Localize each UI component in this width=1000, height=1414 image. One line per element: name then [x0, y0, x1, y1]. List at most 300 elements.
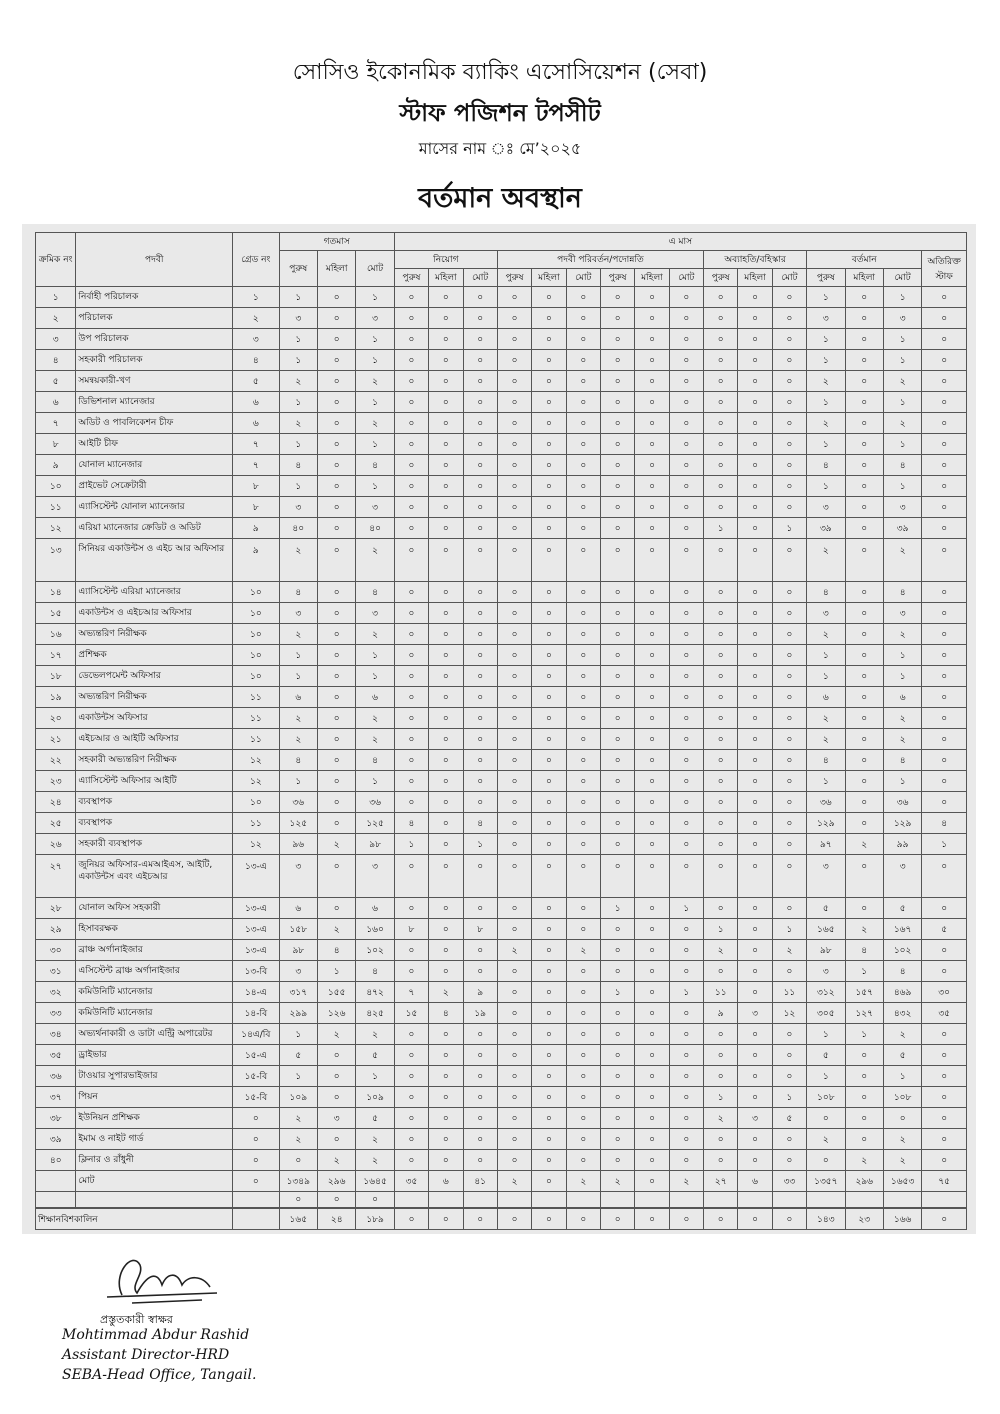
row-value: ০	[532, 666, 566, 687]
row-value: ০	[704, 582, 738, 603]
row-value: ০	[635, 961, 669, 982]
row-value: ০	[772, 1045, 806, 1066]
row-value: ০	[532, 792, 566, 813]
row-value: ০	[463, 750, 497, 771]
row-value: ০	[497, 729, 531, 750]
row-value: ১	[279, 350, 317, 371]
row-value: ০	[845, 371, 883, 392]
row-value: ০	[532, 1003, 566, 1024]
row-value: ০	[394, 308, 428, 329]
row-value: ০	[532, 1045, 566, 1066]
probation-value: ০	[429, 1209, 463, 1230]
row-value: ০	[635, 982, 669, 1003]
row-value: ০	[772, 834, 806, 855]
row-value: ০	[429, 666, 463, 687]
row-value: ০	[845, 792, 883, 813]
row-value: ০	[669, 603, 703, 624]
row-value: ০	[738, 539, 772, 582]
row-value: ০	[429, 582, 463, 603]
row-designation: একাউন্টস ও এইচআর অফিসার	[76, 603, 233, 624]
row-value: ০	[635, 329, 669, 350]
row-value: ৫	[772, 1108, 806, 1129]
row-value: ০	[704, 750, 738, 771]
row-value: ০	[845, 813, 883, 834]
row-serial: ৩৭	[36, 1087, 76, 1108]
row-value: ১	[356, 287, 394, 308]
row-value: ০	[394, 1024, 428, 1045]
row-serial: ৮	[36, 434, 76, 455]
row-value: ২	[279, 413, 317, 434]
row-value: ০	[600, 792, 634, 813]
row-value: ০	[669, 518, 703, 539]
row-value: ০	[738, 961, 772, 982]
row-value: ০	[532, 329, 566, 350]
row-designation: টাওয়ার সুপারভাইজার	[76, 1066, 233, 1087]
row-value: ০	[922, 1066, 967, 1087]
row-value: ০	[922, 729, 967, 750]
row-value: ০	[317, 434, 355, 455]
row-value: ০	[532, 898, 566, 919]
table-row	[36, 1129, 967, 1150]
row-serial: ৫	[36, 371, 76, 392]
row-value: ২	[845, 1150, 883, 1171]
row-designation: কমিউনিটি ম্যানেজার	[76, 1003, 233, 1024]
row-value: ১	[356, 771, 394, 792]
row-value: ০	[845, 603, 883, 624]
row-value: ০	[669, 708, 703, 729]
row-value: ০	[429, 708, 463, 729]
row-value: ০	[463, 476, 497, 497]
row-grade: ১২	[233, 834, 279, 855]
row-grade: ১০	[233, 603, 279, 624]
probation-value: ১৪৩	[807, 1209, 845, 1230]
row-value: ০	[497, 792, 531, 813]
row-value: ১৬৭	[883, 919, 921, 940]
row-value: ০	[669, 308, 703, 329]
signature-scribble	[92, 1245, 222, 1309]
row-value: ০	[600, 624, 634, 645]
empty-cell	[36, 1192, 76, 1208]
row-value: ০	[772, 1129, 806, 1150]
row-value: ৪৩২	[883, 1003, 921, 1024]
row-value: ০	[738, 329, 772, 350]
row-grade: ৯	[233, 518, 279, 539]
row-value: ১	[356, 434, 394, 455]
row-value: ০	[566, 497, 600, 518]
empty-cell	[738, 1192, 772, 1208]
table-row	[36, 898, 967, 919]
total-label: মোট	[76, 1171, 233, 1192]
row-value: ২	[279, 1129, 317, 1150]
probation-value: ২৩	[845, 1209, 883, 1230]
row-value: ০	[566, 687, 600, 708]
row-value: ২	[807, 413, 845, 434]
row-value: ২	[317, 919, 355, 940]
row-value: ১	[704, 1087, 738, 1108]
row-value: ০	[394, 898, 428, 919]
row-value: ০	[635, 476, 669, 497]
row-value: ০	[845, 645, 883, 666]
row-value: ০	[532, 645, 566, 666]
row-value: ০	[704, 708, 738, 729]
row-value: ০	[738, 413, 772, 434]
row-grade: ১৩-এ	[233, 940, 279, 961]
row-value: ২	[807, 729, 845, 750]
row-value: ৪	[279, 582, 317, 603]
probation-value: ০	[669, 1209, 703, 1230]
row-value: ০	[394, 624, 428, 645]
row-value: ০	[394, 392, 428, 413]
col-designation: পদবী	[76, 233, 233, 287]
row-value: ০	[497, 539, 531, 582]
row-value: ০	[429, 919, 463, 940]
probation-value: ০	[772, 1209, 806, 1230]
row-value: ২	[279, 1108, 317, 1129]
row-value: ০	[394, 476, 428, 497]
row-value: ১১	[704, 982, 738, 1003]
row-value: ০	[394, 582, 428, 603]
row-value: ০	[394, 645, 428, 666]
row-value: ৩৬	[279, 792, 317, 813]
row-value: ০	[566, 834, 600, 855]
row-value: ৪	[279, 750, 317, 771]
row-value: ০	[394, 708, 428, 729]
row-value: ১	[807, 666, 845, 687]
row-value: ০	[566, 539, 600, 582]
row-value: ০	[772, 350, 806, 371]
row-value: ০	[704, 350, 738, 371]
row-value: ৫	[883, 1045, 921, 1066]
row-value: ০	[600, 750, 634, 771]
row-value: ০	[772, 287, 806, 308]
row-value: ০	[429, 624, 463, 645]
row-value: ০	[738, 982, 772, 1003]
row-value: ০	[845, 898, 883, 919]
row-value: ০	[738, 287, 772, 308]
row-value: ১	[922, 834, 967, 855]
row-value: ০	[317, 813, 355, 834]
row-designation: এসিস্টেন্ট ব্রাঞ্চ অর্গানাইজার	[76, 961, 233, 982]
row-serial: ২২	[36, 750, 76, 771]
empty-cell	[394, 1192, 428, 1208]
row-value: ০	[922, 624, 967, 645]
row-designation: ব্রাঞ্চ অর্গানাইজার	[76, 940, 233, 961]
total-value: ০	[233, 1171, 279, 1192]
row-value: ০	[532, 855, 566, 898]
empty-cell	[463, 1192, 497, 1208]
total-value: ২৯৬	[317, 1171, 355, 1192]
empty-cell	[635, 1192, 669, 1208]
row-value: ০	[738, 771, 772, 792]
col-change-in-male: পুরুষ	[497, 269, 531, 287]
row-value: ০	[566, 729, 600, 750]
table-row	[36, 729, 967, 750]
total-value: ৩৫	[394, 1171, 428, 1192]
row-value: ২	[704, 1108, 738, 1129]
row-value: ৯৮	[807, 940, 845, 961]
row-value: ১১	[772, 982, 806, 1003]
row-value: ০	[845, 497, 883, 518]
row-value: ০	[922, 961, 967, 982]
row-value: ০	[772, 645, 806, 666]
row-value: ১	[394, 834, 428, 855]
probation-label: শিক্ষানবিশকালিন	[36, 1209, 233, 1230]
row-grade: ৭	[233, 455, 279, 476]
row-value: ৬	[807, 687, 845, 708]
row-value: ০	[669, 666, 703, 687]
row-value: ০	[429, 1066, 463, 1087]
row-value: ০	[394, 855, 428, 898]
row-value: ০	[635, 1129, 669, 1150]
row-grade: ১২	[233, 771, 279, 792]
row-value: ০	[738, 1087, 772, 1108]
col-this-month: এ মাস	[394, 233, 966, 251]
table-row	[36, 476, 967, 497]
row-serial: ১৩	[36, 539, 76, 582]
probation-value: ১৬৫	[279, 1209, 317, 1230]
row-value: ০	[845, 287, 883, 308]
row-value: ২	[883, 1024, 921, 1045]
row-value: ০	[497, 1045, 531, 1066]
table-row	[36, 1045, 967, 1066]
row-grade: ৪	[233, 350, 279, 371]
row-value: ০	[669, 624, 703, 645]
row-value: ০	[845, 1045, 883, 1066]
row-value: ০	[497, 834, 531, 855]
row-value: ১	[883, 392, 921, 413]
row-value: ১৫	[394, 1003, 428, 1024]
col-release-male: পুরুষ	[704, 269, 738, 287]
row-value: ০	[497, 1150, 531, 1171]
row-value: ০	[497, 371, 531, 392]
row-value: ০	[463, 666, 497, 687]
row-value: ০	[566, 813, 600, 834]
row-grade: ১৪-এ	[233, 982, 279, 1003]
row-value: ১	[807, 476, 845, 497]
row-value: ০	[394, 329, 428, 350]
row-value: ০	[394, 413, 428, 434]
row-value: ০	[532, 413, 566, 434]
row-grade: ৮	[233, 497, 279, 518]
row-value: ২	[845, 834, 883, 855]
row-value: ৪২৫	[356, 1003, 394, 1024]
row-value: ১২৬	[317, 1003, 355, 1024]
row-value: ০	[922, 603, 967, 624]
row-value: ৯৭	[807, 834, 845, 855]
row-grade: ১৫-বি	[233, 1087, 279, 1108]
row-value: ০	[532, 708, 566, 729]
row-value: ২	[807, 708, 845, 729]
row-value: ০	[704, 497, 738, 518]
row-value: ০	[600, 1087, 634, 1108]
row-serial: ৩২	[36, 982, 76, 1003]
row-value: ০	[738, 813, 772, 834]
row-value: ০	[704, 961, 738, 982]
row-value: ০	[532, 834, 566, 855]
row-value: ০	[922, 1045, 967, 1066]
row-value: ০	[845, 1087, 883, 1108]
row-value: ২	[883, 413, 921, 434]
row-value: ০	[429, 645, 463, 666]
row-value: ০	[566, 287, 600, 308]
row-value: ৪	[883, 750, 921, 771]
table-row	[36, 982, 967, 1003]
staff-position-table	[35, 232, 967, 1208]
empty-cell	[532, 1192, 566, 1208]
table-row	[36, 413, 967, 434]
row-designation: জুনিয়র অফিসার-এমআইএস, আইটি, একাউন্টস এবং এইচআর	[76, 855, 233, 898]
row-value: ৯৬	[279, 834, 317, 855]
row-value: ০	[772, 792, 806, 813]
row-designation: ডেভেলপমেন্ট অফিসার	[76, 666, 233, 687]
row-value: ২৯৯	[279, 1003, 317, 1024]
row-value: ০	[704, 1066, 738, 1087]
table-row	[36, 687, 967, 708]
row-value: ০	[807, 1108, 845, 1129]
row-value: ১	[807, 645, 845, 666]
row-designation: ব্যবস্থাপক	[76, 813, 233, 834]
row-value: ০	[317, 476, 355, 497]
row-grade: ১১	[233, 813, 279, 834]
row-value: ০	[600, 603, 634, 624]
row-value: ০	[317, 1066, 355, 1087]
row-designation: ক্লিনার ও রাঁধুনী	[76, 1150, 233, 1171]
probation-value: ২৪	[318, 1209, 356, 1230]
row-grade: ১০	[233, 645, 279, 666]
row-value: ৫	[883, 898, 921, 919]
row-value: ০	[463, 603, 497, 624]
row-value: ৪	[807, 582, 845, 603]
row-value: ১	[356, 1066, 394, 1087]
col-last-month: গতমাস	[279, 233, 394, 251]
row-value: ০	[463, 624, 497, 645]
row-value: ০	[566, 329, 600, 350]
row-value: ৪৭২	[356, 982, 394, 1003]
row-value: ৩	[279, 308, 317, 329]
row-grade: ২	[233, 308, 279, 329]
row-value: ০	[532, 813, 566, 834]
table-row	[36, 287, 967, 308]
row-value: ০	[566, 792, 600, 813]
row-value: ০	[845, 624, 883, 645]
row-value: ৩	[279, 497, 317, 518]
row-serial: ২০	[36, 708, 76, 729]
row-value: ০	[922, 940, 967, 961]
row-value: ৬	[356, 687, 394, 708]
row-value: ০	[394, 371, 428, 392]
table-row	[36, 350, 967, 371]
row-value: ০	[394, 1066, 428, 1087]
row-value: ৪	[279, 455, 317, 476]
total-value: ৭৫	[922, 1171, 967, 1192]
row-value: ০	[532, 940, 566, 961]
row-value: ০	[635, 645, 669, 666]
total-value: ২	[566, 1171, 600, 1192]
row-value: ০	[772, 708, 806, 729]
row-value: ১	[279, 666, 317, 687]
row-value: ০	[772, 603, 806, 624]
row-value: ৩০	[922, 982, 967, 1003]
row-value: ০	[635, 708, 669, 729]
row-value: ০	[704, 539, 738, 582]
total-value: ০	[635, 1171, 669, 1192]
row-serial: ১	[36, 287, 76, 308]
row-value: ০	[497, 855, 531, 898]
row-serial: ১৭	[36, 645, 76, 666]
row-value: ০	[566, 1129, 600, 1150]
row-value: ০	[394, 792, 428, 813]
row-serial: ৩১	[36, 961, 76, 982]
col-release-female: মহিলা	[738, 269, 772, 287]
empty-cell	[566, 1192, 600, 1208]
row-grade: ১০	[233, 792, 279, 813]
row-value: ৯৮	[279, 940, 317, 961]
row-serial: ৩	[36, 329, 76, 350]
row-value: ০	[772, 434, 806, 455]
row-value: ০	[532, 982, 566, 1003]
row-value: ৩	[883, 603, 921, 624]
row-value: ০	[566, 1066, 600, 1087]
row-value: ০	[772, 729, 806, 750]
row-value: ০	[772, 750, 806, 771]
row-value: ০	[635, 350, 669, 371]
subtotal-value: ০	[279, 1192, 317, 1208]
total-value: ১৬৪৫	[356, 1171, 394, 1192]
row-value: ০	[394, 539, 428, 582]
row-serial: ৩৬	[36, 1066, 76, 1087]
row-value: ০	[532, 476, 566, 497]
row-value: ১	[279, 645, 317, 666]
row-value: ০	[669, 582, 703, 603]
row-designation: অভ্যন্তরিণ নিরীক্ষক	[76, 624, 233, 645]
table-row	[36, 371, 967, 392]
row-value: ০	[429, 898, 463, 919]
row-value: ০	[738, 497, 772, 518]
row-value: ০	[566, 1087, 600, 1108]
row-value: ০	[669, 371, 703, 392]
row-value: ৩৯	[883, 518, 921, 539]
row-value: ০	[394, 1108, 428, 1129]
col-release-total: মোট	[772, 269, 806, 287]
col-change-out-male: পুরুষ	[600, 269, 634, 287]
row-grade: ১৩-এ	[233, 919, 279, 940]
row-value: ২	[429, 982, 463, 1003]
row-value: ২	[845, 919, 883, 940]
row-designation: ব্যবস্থাপক	[76, 792, 233, 813]
row-serial: ৯	[36, 455, 76, 476]
probation-value: ০	[600, 1209, 634, 1230]
row-value: ০	[669, 919, 703, 940]
table-row	[36, 750, 967, 771]
row-value: ০	[566, 455, 600, 476]
row-value: ০	[317, 898, 355, 919]
total-value: ২	[497, 1171, 531, 1192]
row-value: ০	[635, 1087, 669, 1108]
col-change-in-total: মোট	[566, 269, 600, 287]
row-value: ২	[883, 1129, 921, 1150]
row-value: ০	[429, 329, 463, 350]
row-grade: ১১	[233, 708, 279, 729]
row-serial: ২৯	[36, 919, 76, 940]
row-grade: ১১	[233, 729, 279, 750]
total-value: ৩৩	[772, 1171, 806, 1192]
row-grade: ৯	[233, 539, 279, 582]
row-value: ০	[669, 792, 703, 813]
row-value: ০	[635, 940, 669, 961]
row-value: ০	[532, 1066, 566, 1087]
row-value: ০	[429, 1150, 463, 1171]
row-value: ০	[635, 1066, 669, 1087]
